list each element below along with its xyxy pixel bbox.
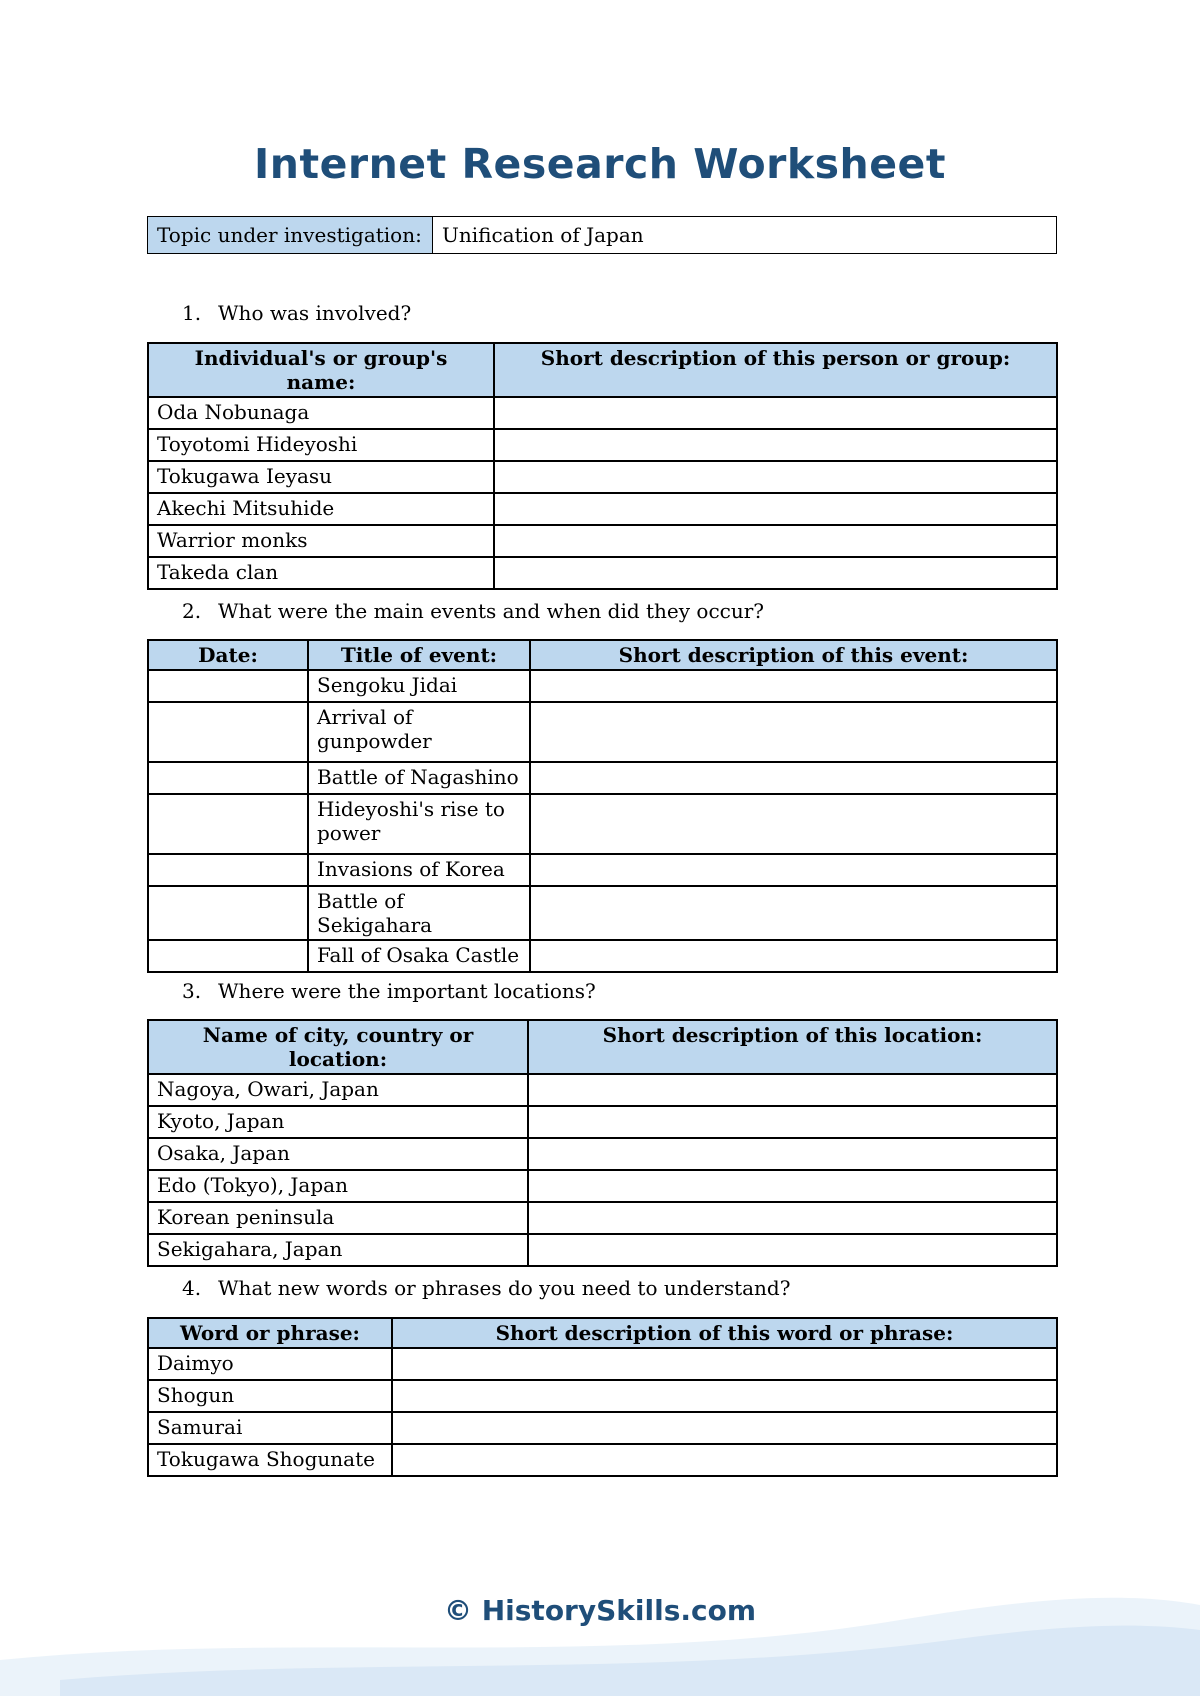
description-cell[interactable] bbox=[530, 762, 1057, 794]
people-table bbox=[147, 342, 1058, 590]
description-cell[interactable] bbox=[530, 854, 1057, 886]
person-name: Akechi Mitsuhide bbox=[148, 493, 494, 525]
question-number: 3. bbox=[182, 979, 202, 1003]
question-number: 2. bbox=[182, 599, 202, 623]
description-cell[interactable] bbox=[392, 1412, 1057, 1444]
table-row bbox=[148, 1074, 1057, 1106]
date-cell[interactable] bbox=[148, 886, 308, 940]
question-number: 4. bbox=[182, 1276, 202, 1300]
question-4 bbox=[182, 1275, 790, 1301]
event-title: Fall of Osaka Castle bbox=[308, 940, 530, 972]
date-cell[interactable] bbox=[148, 940, 308, 972]
table-row bbox=[148, 670, 1057, 702]
date-cell[interactable] bbox=[148, 702, 308, 762]
description-cell[interactable] bbox=[528, 1170, 1057, 1202]
table-row bbox=[148, 1234, 1057, 1266]
vocabulary-table bbox=[147, 1317, 1058, 1477]
question-3 bbox=[182, 978, 596, 1004]
description-cell[interactable] bbox=[494, 461, 1057, 493]
description-cell[interactable] bbox=[494, 525, 1057, 557]
location-name: Nagoya, Owari, Japan bbox=[148, 1074, 528, 1106]
description-cell[interactable] bbox=[530, 794, 1057, 854]
word-cell: Samurai bbox=[148, 1412, 392, 1444]
table-row bbox=[148, 1202, 1057, 1234]
table-row bbox=[148, 493, 1057, 525]
question-2 bbox=[182, 598, 764, 624]
table-row bbox=[148, 886, 1057, 940]
event-title: Arrival of gunpowder bbox=[308, 702, 530, 762]
event-title: Battle of Sekigahara bbox=[308, 886, 530, 940]
description-cell[interactable] bbox=[528, 1202, 1057, 1234]
table-row bbox=[148, 702, 1057, 762]
description-cell[interactable] bbox=[528, 1074, 1057, 1106]
events-table bbox=[147, 639, 1058, 973]
column-header: Individual's or group's name: bbox=[148, 343, 494, 397]
table-row bbox=[148, 794, 1057, 854]
word-cell: Shogun bbox=[148, 1380, 392, 1412]
table-row bbox=[148, 557, 1057, 589]
description-cell[interactable] bbox=[530, 702, 1057, 762]
column-header: Date: bbox=[148, 640, 308, 670]
person-name: Oda Nobunaga bbox=[148, 397, 494, 429]
table-row bbox=[148, 762, 1057, 794]
locations-table bbox=[147, 1019, 1058, 1267]
column-header: Word or phrase: bbox=[148, 1318, 392, 1348]
description-cell[interactable] bbox=[530, 940, 1057, 972]
table-row bbox=[148, 1412, 1057, 1444]
table-row bbox=[148, 1444, 1057, 1476]
date-cell[interactable] bbox=[148, 762, 308, 794]
table-row bbox=[148, 1138, 1057, 1170]
topic-label: Topic under investigation: bbox=[148, 217, 433, 254]
description-cell[interactable] bbox=[392, 1444, 1057, 1476]
location-name: Sekigahara, Japan bbox=[148, 1234, 528, 1266]
question-text: Where were the important locations? bbox=[218, 979, 596, 1003]
table-row bbox=[148, 525, 1057, 557]
description-cell[interactable] bbox=[530, 670, 1057, 702]
event-title: Battle of Nagashino bbox=[308, 762, 530, 794]
question-number: 1. bbox=[182, 301, 202, 325]
date-cell[interactable] bbox=[148, 670, 308, 702]
table-row bbox=[148, 429, 1057, 461]
description-cell[interactable] bbox=[392, 1380, 1057, 1412]
location-name: Kyoto, Japan bbox=[148, 1106, 528, 1138]
question-text: What were the main events and when did they occur? bbox=[218, 599, 765, 623]
location-name: Korean peninsula bbox=[148, 1202, 528, 1234]
column-header: Short description of this word or phrase: bbox=[392, 1318, 1057, 1348]
column-header: Short description of this location: bbox=[528, 1020, 1057, 1074]
person-name: Toyotomi Hideyoshi bbox=[148, 429, 494, 461]
column-header: Name of city, country or location: bbox=[148, 1020, 528, 1074]
person-name: Warrior monks bbox=[148, 525, 494, 557]
column-header: Title of event: bbox=[308, 640, 530, 670]
table-row bbox=[148, 397, 1057, 429]
footer-wave-decoration bbox=[0, 1560, 1200, 1696]
table-row bbox=[148, 1348, 1057, 1380]
word-cell: Daimyo bbox=[148, 1348, 392, 1380]
question-text: Who was involved? bbox=[218, 301, 412, 325]
event-title: Invasions of Korea bbox=[308, 854, 530, 886]
date-cell[interactable] bbox=[148, 794, 308, 854]
description-cell[interactable] bbox=[494, 557, 1057, 589]
footer-copyright: © HistorySkills.com bbox=[443, 1594, 757, 1627]
date-cell[interactable] bbox=[148, 854, 308, 886]
question-text: What new words or phrases do you need to understand? bbox=[218, 1276, 791, 1300]
description-cell[interactable] bbox=[494, 493, 1057, 525]
description-cell[interactable] bbox=[528, 1106, 1057, 1138]
location-name: Edo (Tokyo), Japan bbox=[148, 1170, 528, 1202]
topic-value[interactable]: Unification of Japan bbox=[433, 217, 1057, 254]
column-header: Short description of this person or group: bbox=[494, 343, 1057, 397]
location-name: Osaka, Japan bbox=[148, 1138, 528, 1170]
table-row bbox=[148, 461, 1057, 493]
person-name: Tokugawa Ieyasu bbox=[148, 461, 494, 493]
table-row bbox=[148, 1170, 1057, 1202]
table-row bbox=[148, 940, 1057, 972]
description-cell[interactable] bbox=[494, 429, 1057, 461]
table-row bbox=[148, 854, 1057, 886]
column-header: Short description of this event: bbox=[530, 640, 1057, 670]
topic-table bbox=[147, 216, 1057, 254]
description-cell[interactable] bbox=[530, 886, 1057, 940]
description-cell[interactable] bbox=[528, 1138, 1057, 1170]
word-cell: Tokugawa Shogunate bbox=[148, 1444, 392, 1476]
page-title: Internet Research Worksheet bbox=[254, 140, 946, 188]
event-title: Hideyoshi's rise to power bbox=[308, 794, 530, 854]
event-title: Sengoku Jidai bbox=[308, 670, 530, 702]
description-cell[interactable] bbox=[528, 1234, 1057, 1266]
description-cell[interactable] bbox=[494, 397, 1057, 429]
table-row bbox=[148, 1380, 1057, 1412]
person-name: Takeda clan bbox=[148, 557, 494, 589]
description-cell[interactable] bbox=[392, 1348, 1057, 1380]
table-row bbox=[148, 1106, 1057, 1138]
question-1 bbox=[182, 300, 411, 326]
